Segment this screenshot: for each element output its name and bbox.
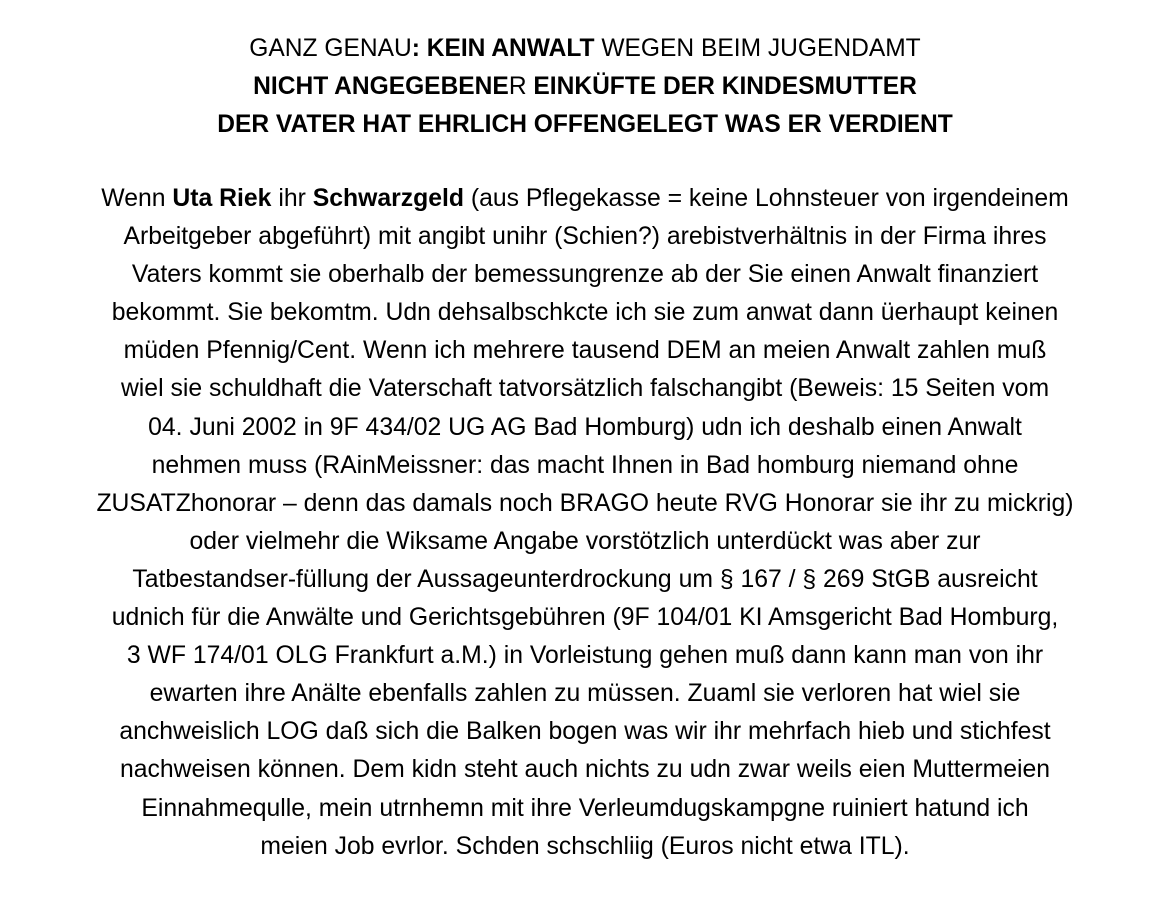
body-line: nachweisen können. Dem kidn steht auch nichts zu udn zwar weils eien Muttermeien [120,756,1050,784]
heading-line-3 [0,106,1170,144]
heading-line-3-text: DER VATER HAT EHRLICH OFFENGELEGT WAS ER VERDIENT [217,111,953,138]
body-line: ewarten ihre Anälte ebenfalls zahlen zu müssen. Zuaml sie verloren hat wiel sie [149,680,1021,708]
body-line: Vaters kommt sie oberhalb der bemessungrenze ab der Sie einen Anwalt finanziert [131,261,1039,289]
body-line-1-keyword: Schwarzgeld [312,185,464,212]
heading-line-2-part-b: R [508,73,527,100]
body-line: Einnahmequlle, mein utrnhemn mit ihre Verleumdugskampgne ruiniert hatund ich [141,794,1029,822]
heading-line-1-part-c: WEGEN BEIM JUGENDAMT [594,35,921,62]
body-line: Tatbestandser-füllung der Aussageunterdrockung um § 167 / § 269 StGB ausreicht [132,565,1038,593]
body-line: wiel sie schuldhaft die Vaterschaft tatvorsätzlich falschangibt (Beweis: 15 Seiten vom [120,375,1050,403]
body-line: müden Pfennig/Cent. Wenn ich mehrere tausend DEM an meien Anwalt zahlen muß [123,337,1047,365]
body-line: bekommt. Sie bekomtm. Udn dehsalbschkcte ich sie zum anwat dann üerhaupt keinen [111,299,1059,327]
body-line-1-part-a: Wenn [101,185,173,212]
body-line-1-part-e: (aus Pflegekasse = keine Lohnsteuer von irgendeinem [464,185,1069,212]
body-line: nehmen muss (RAinMeissner: das macht Ihnen in Bad homburg niemand ohne [151,451,1019,479]
body-line: 3 WF 174/01 OLG Frankfurt a.M.) in Vorleistung gehen muß dann kann man von ihr [126,642,1044,670]
heading-line-1-part-b: : KEIN ANWALT [411,35,595,62]
body-line-1 [0,180,1170,218]
body-line: oder vielmehr die Wiksame Angabe vorstötzlich unterdückt was aber zur [189,527,981,555]
body-line: meien Job evrlor. Schden schschliig (Euros nicht etwa ITL). [260,832,910,860]
body-line: anchweislich LOG daß sich die Balken bogen was wir ihr mehrfach hieb und stichfest [119,718,1051,746]
body-line: ZUSATZhonorar – denn das damals noch BRAGO heute RVG Honorar sie ihr zu mickrig) [96,489,1074,517]
body-line-1-name: Uta Riek [172,185,272,212]
heading-line-1 [0,30,1170,68]
heading-line-2-part-c: EINKÜFTE DER KINDESMUTTER [526,73,917,100]
body-line: 04. Juni 2002 in 9F 434/02 UG AG Bad Homburg) udn ich deshalb einen Anwalt [148,413,1022,441]
heading-line-2 [0,68,1170,106]
body-line: Arbeitgeber abgeführt) mit angibt unihr (Schien?) arebistverhältnis in der Firma ihres [123,223,1047,251]
slide-heading [0,30,1170,144]
heading-line-1-part-a: GANZ GENAU [249,35,412,62]
body-line-1-part-c: ihr [271,185,313,212]
body-line: udnich für die Anwälte und Gerichtsgebühren (9F 104/01 KI Amsgericht Bad Homburg, [111,604,1059,632]
body-paragraph [0,180,1170,866]
heading-line-2-part-a: NICHT ANGEGEBENE [253,73,509,100]
